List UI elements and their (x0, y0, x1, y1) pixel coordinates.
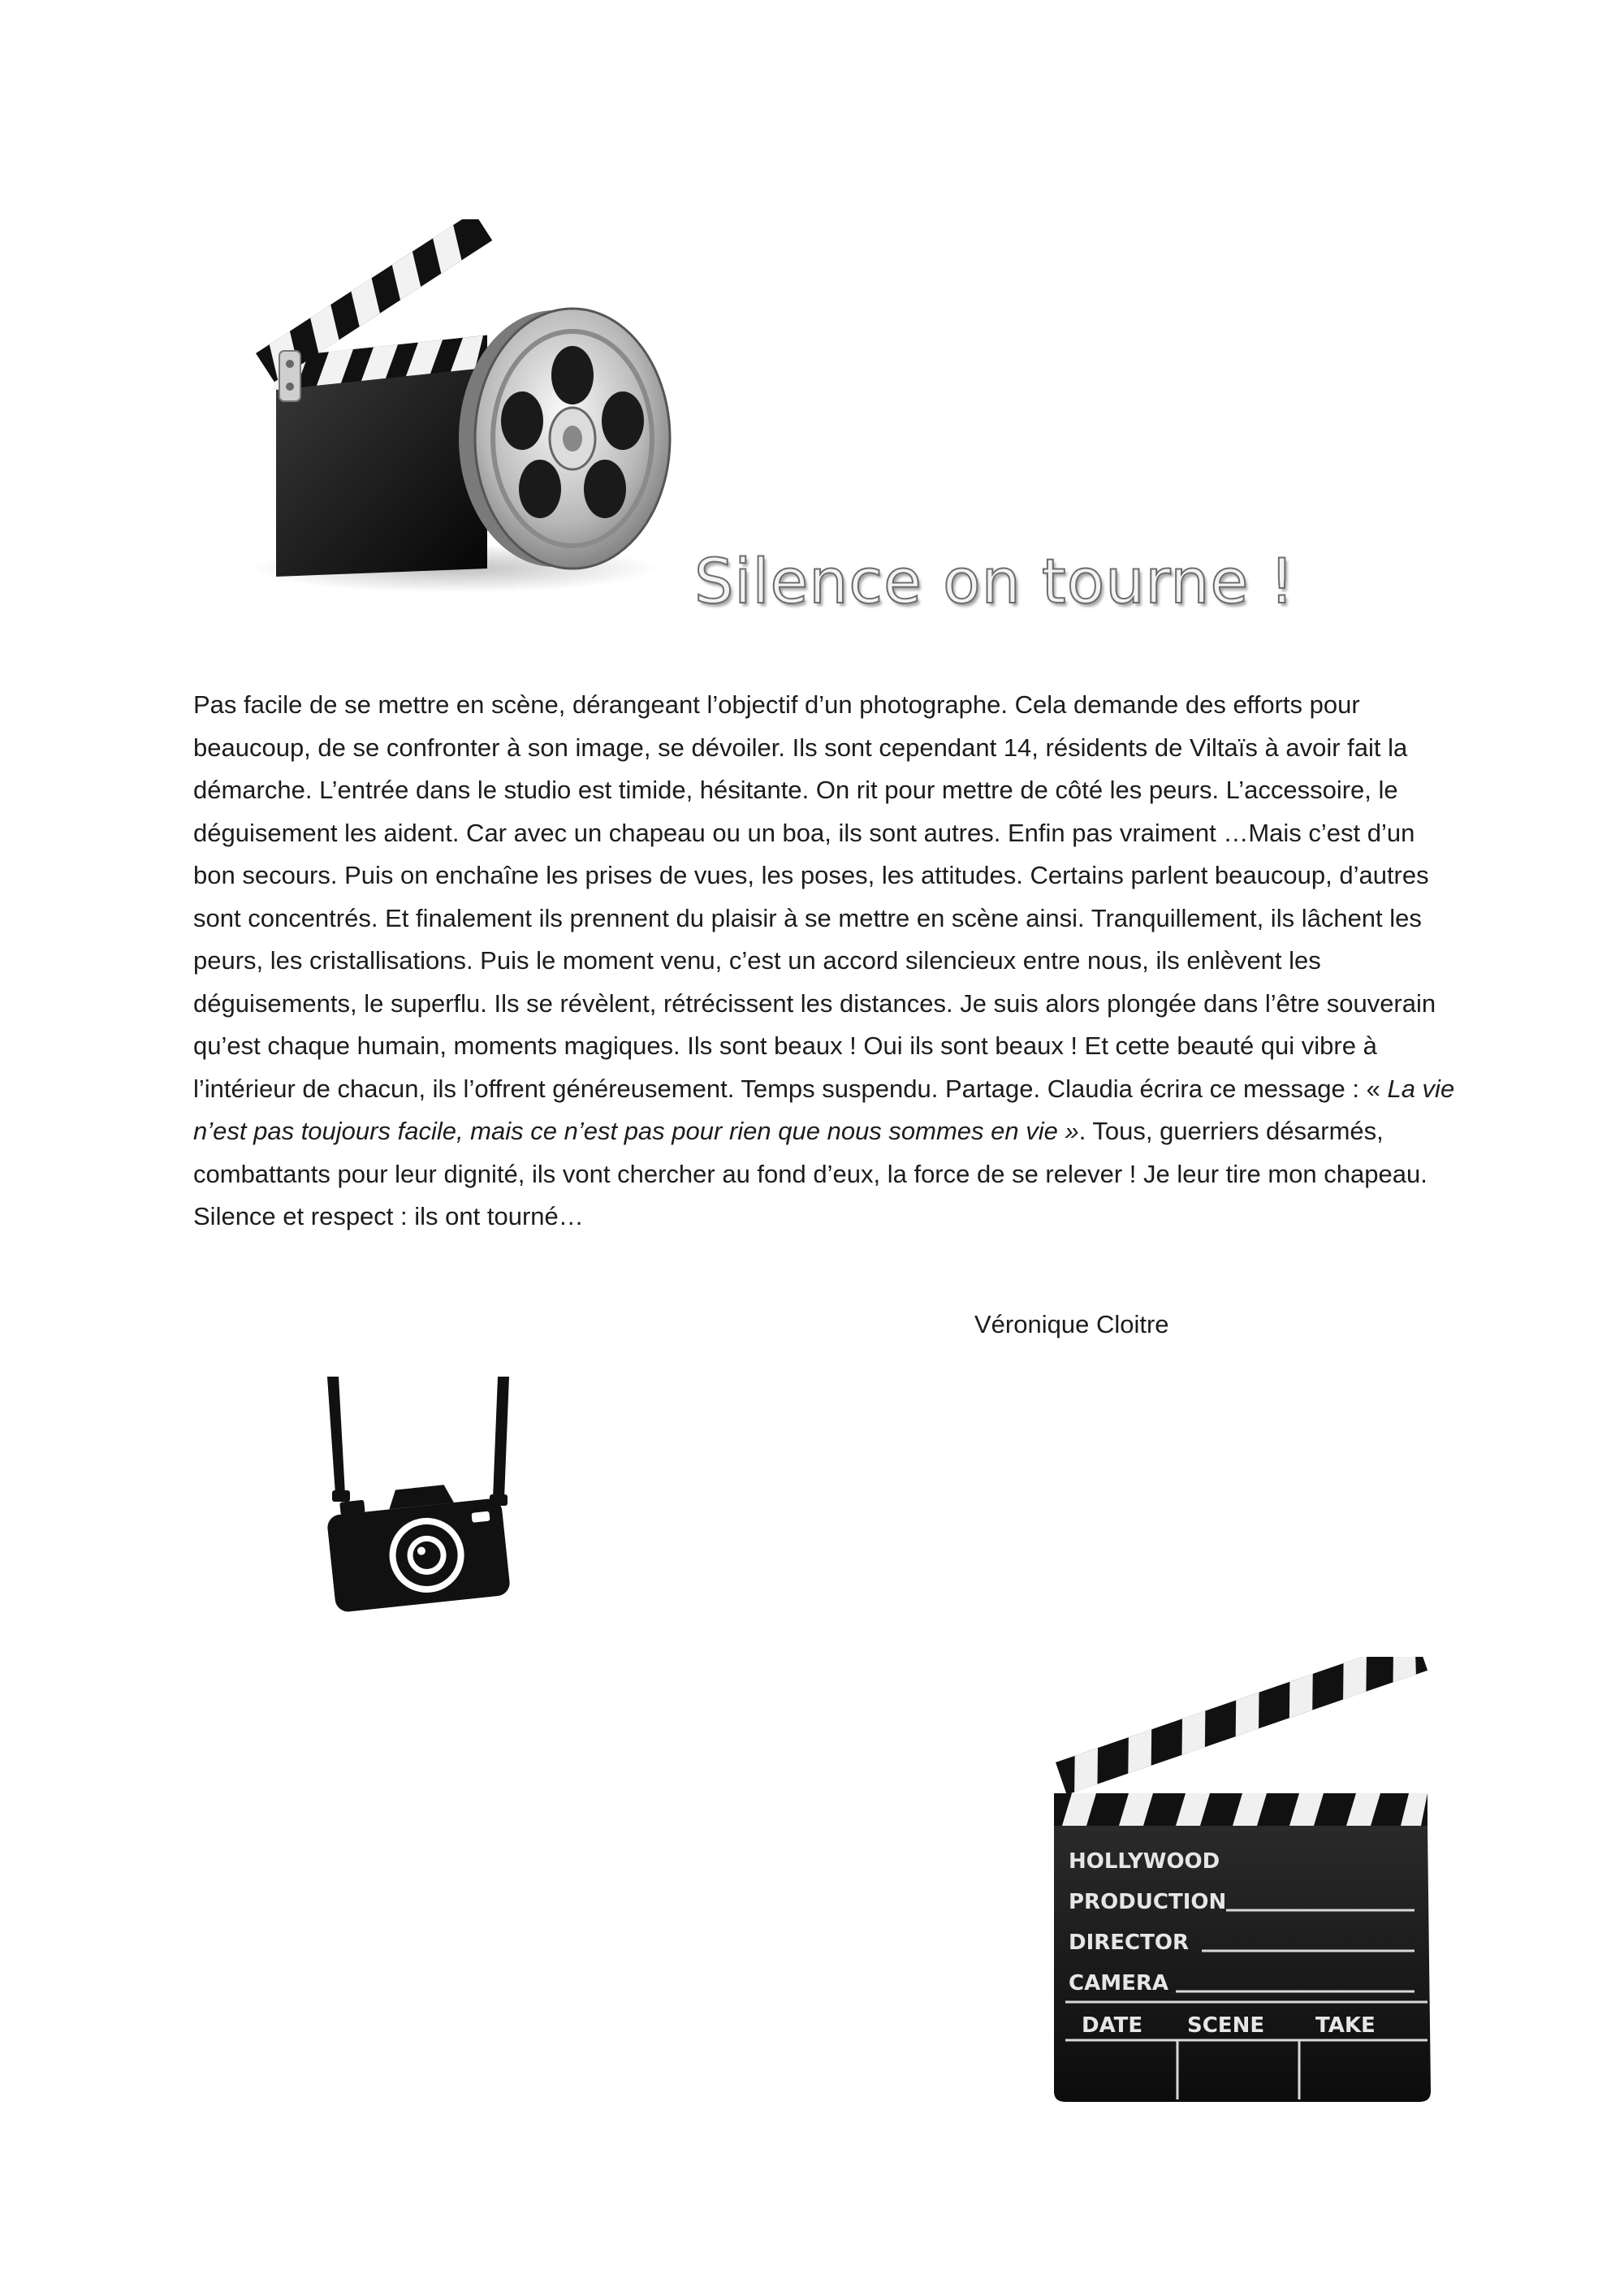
clapperboard-icon (1039, 1657, 1445, 2112)
page-title: Silence on tourne ! (694, 545, 1295, 617)
slate-label-production: PRODUCTION (1069, 1890, 1227, 1914)
film-reel-clapper-icon (244, 219, 715, 593)
slate-col-scene: SCENE (1187, 2013, 1265, 2038)
article-paragraph-end: . Tous, guerriers désarmés, combattants pour leur dignité, ils vont chercher au fond d’eux, la force de se relever ! Je leur tire mon chapeau. Silence et respect : ils ont tourné… (193, 1117, 1427, 1230)
author-signature: Véronique Cloitre (974, 1310, 1169, 1338)
slate-label-camera: CAMERA (1069, 1971, 1168, 1995)
slate-col-date: DATE (1082, 2013, 1143, 2038)
article-body (193, 684, 1460, 1239)
article-paragraph: Pas facile de se mettre en scène, dérangeant l’objectif d’un photographe. Cela demande des efforts pour beaucoup, de se confronter à son image, se dévoiler. Ils sont cependant 14, résidents de Viltaïs à avoir fait la démarche. L’entrée dans le studio est timide, hésitante. On rit pour mettre de côté les peurs. L’accessoire, le déguisement les aident. Car avec un chapeau ou un boa, ils sont autres. Enfin pas vraiment …Mais c’est d’un bon secours. Puis on enchaîne les prises de vues, les poses, les attitudes. Certains parlent beaucoup, d’autres sont concentrés. Et finalement ils prennent du plaisir à se mettre en scène ainsi. Tranquillement, ils lâchent les peurs, les cristallisations. Puis le moment venu, c’est un accord silencieux entre nous, ils enlèvent les déguisements, le superflu. Ils se révèlent, rétrécissent les distances. Je suis alors plongée dans l’être souverain qu’est chaque humain, moments magiques. Ils sont beaux ! Oui ils sont beaux ! Et cette beauté qui vibre à l’intérieur de chacun, ils l’offrent généreusement. Temps suspendu. Partage. Claudia écrira ce message : « (193, 690, 1436, 1103)
camera-icon (321, 1377, 516, 1620)
slate-label-director: DIRECTOR (1069, 1931, 1189, 1955)
slate-label-hollywood: HOLLYWOOD (1069, 1849, 1220, 1874)
quote: La vie n’est pas toujours facile, mais ce n’est pas pour rien que nous sommes en vie » (193, 1074, 1455, 1145)
slate-col-take: TAKE (1315, 2013, 1376, 2038)
